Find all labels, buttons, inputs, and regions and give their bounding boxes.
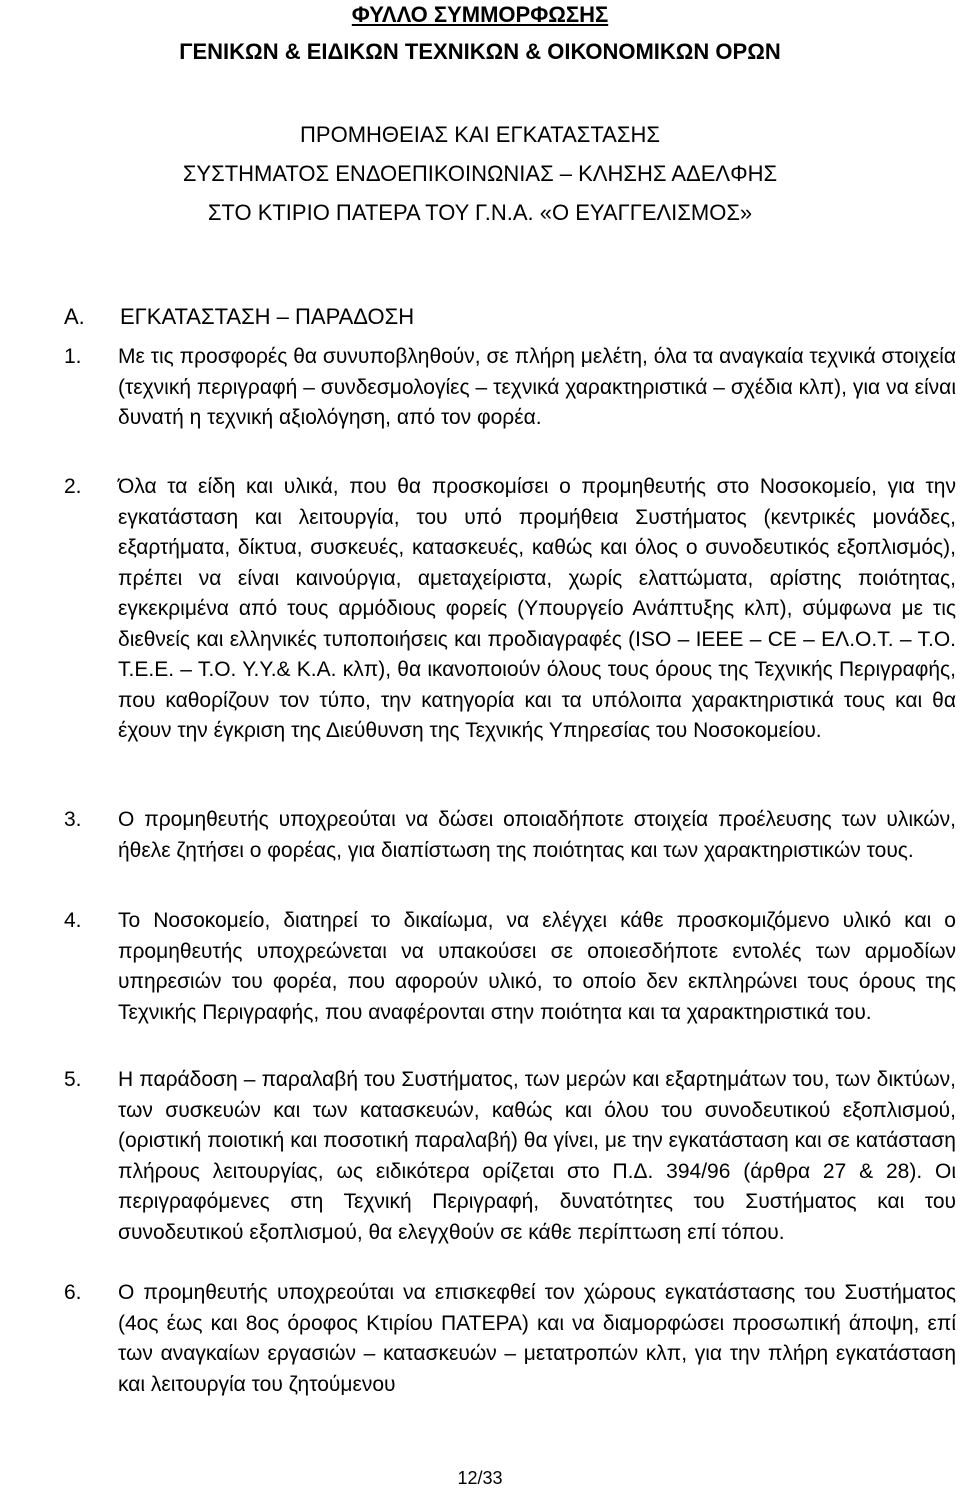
page-number: 12/33: [457, 1468, 503, 1488]
list-item-text: Όλα τα είδη και υλικά, που θα προσκομίσει ο προμηθευτής στο Νοσοκομείο, για την εγκατάσταση και λειτουργία, του υπό προμήθεια Συστήματος (κεντρικές μονάδες, εξαρτήματα, δίκτυα, συσκευές, κατασκευές, καθώς και όλος ο συνοδευτικός εξοπλισμός), πρέπει να είναι καινούργια, αμεταχείριστα, χωρίς ελαττώματα, αρίστης ποιότητας, εγκεκριμένα από τους αρμόδιους φορείς (Υπουργείο Ανάπτυξης κλπ), σύμφωνα με τις διεθνείς και ελληνικές τυποποιήσεις και προδιαγραφές (ISO – IEEE – CE – ΕΛ.Ο.Τ. – Τ.Ο. Τ.Ε.Ε. – Τ.Ο. Υ.Υ.& Κ.Α. κλπ), θα ικανοποιούν όλους τους όρους της Τεχνικής Περιγραφής, που καθορίζουν τον τύπο, την κατηγορία και τα υπόλοιπα χαρακτηριστικά τους και θα έχουν την έγκριση της Διεύθυνση της Τεχνικής Υπηρεσίας του Νοσοκομείου.: [118, 475, 956, 742]
document-title: ΦΥΛΛΟ ΣΥΜΜΟΡΦΩΣΗΣ: [351, 2, 609, 27]
list-item-text: Ο προμηθευτής υποχρεούται να επισκεφθεί τον χώρους εγκατάστασης του Συστήματος (4ος έως και 8ος όροφος Κτιρίου ΠΑΤΕΡΑ) και να διαμορφώσει προσωπική άποψη, επί των αναγκαίων εργασιών – κατασκευών – μετατροπών κλπ, για την πλήρη εγκατάσταση και λειτουργία του ζητούμενου: [118, 1281, 956, 1396]
list-item-text: Ο προμηθευτής υποχρεούται να δώσει οποιαδήποτε στοιχεία προέλευσης των υλικών, ήθελε ζητήσει ο φορέας, για διαπίστωση της ποιότητας και των χαρακτηριστικών τους.: [118, 808, 956, 862]
list-item-number: 4.: [64, 909, 82, 932]
list-item-number: 3.: [64, 808, 82, 831]
list-item-number: 5.: [64, 1068, 82, 1091]
section-heading: [64, 302, 414, 332]
list-item-text: Το Νοσοκομείο, διατηρεί το δικαίωμα, να ελέγχει κάθε προσκομιζόμενο υλικό και ο προμηθευτής υποχρεώνεται να υπακούσει σε οποιεσδήποτε εντολές των αρμοδίων υπηρεσιών του φορέα, που αφορούν υλικό, το οποίο δεν εκπληρώνει τους όρους της Τεχνικής Περιγραφής, που αναφέρονται στην ποιότητα και τα χαρακτηριστικά του.: [118, 909, 956, 1024]
list-item-text: Με τις προσφορές θα συνυποβληθούν, σε πλήρη μελέτη, όλα τα αναγκαία τεχνικά στοιχεία (τεχνική περιγραφή – συνδεσμολογίες – τεχνικά χαρακτηριστικά – σχέδια κλπ), για να είναι δυνατή η τεχνική αξιολόγηση, από τον φορέα.: [118, 345, 956, 429]
list-item-text: Η παράδοση – παραλαβή του Συστήματος, των μερών και εξαρτημάτων του, των δικτύων, των συσκευών και των κατασκευών, καθώς και όλου του συνοδευτικού εξοπλισμού, (οριστική ποιοτική και ποσοτική παραλαβή) θα γίνει, με την εγκατάσταση και σε κατάσταση πλήρους λειτουργίας, ως ειδικότερα ορίζεται στο Π.Δ. 394/96 (άρθρα 27 & 28). Οι περιγραφόμενες στη Τεχνική Περιγραφή, δυνατότητες του Συστήματος και του συνοδευτικού εξοπλισμού, θα ελεγχθούν σε κάθε περίπτωση επί τόπου.: [118, 1068, 956, 1244]
project-line-3: ΣΤΟ ΚΤΙΡΙΟ ΠΑΤΕΡΑ ΤΟΥ Γ.Ν.Α. «Ο ΕΥΑΓΓΕΛΙΣΜΟΣ»: [207, 200, 753, 225]
section-title: ΕΓΚΑΤΑΣΤΑΣΗ – ΠΑΡΑΔΟΣΗ: [120, 304, 415, 329]
project-line-1: ΠΡΟΜΗΘΕΙΑΣ ΚΑΙ ΕΓΚΑΤΑΣΤΑΣΗΣ: [300, 122, 660, 147]
document-subtitle: ΓΕΝΙΚΩΝ & ΕΙΔΙΚΩΝ ΤΕΧΝΙΚΩΝ & ΟΙΚΟΝΟΜΙΚΩΝ ΟΡΩΝ: [179, 39, 781, 64]
list-item-number: 2.: [64, 475, 82, 498]
list-item-number: 6.: [64, 1281, 82, 1304]
list-item-number: 1.: [64, 345, 82, 368]
section-number: Α.: [64, 304, 85, 329]
project-line-2: ΣΥΣΤΗΜΑΤΟΣ ΕΝΔΟΕΠΙΚΟΙΝΩΝΙΑΣ – ΚΛΗΣΗΣ ΑΔΕΛΦΗΣ: [182, 161, 778, 186]
